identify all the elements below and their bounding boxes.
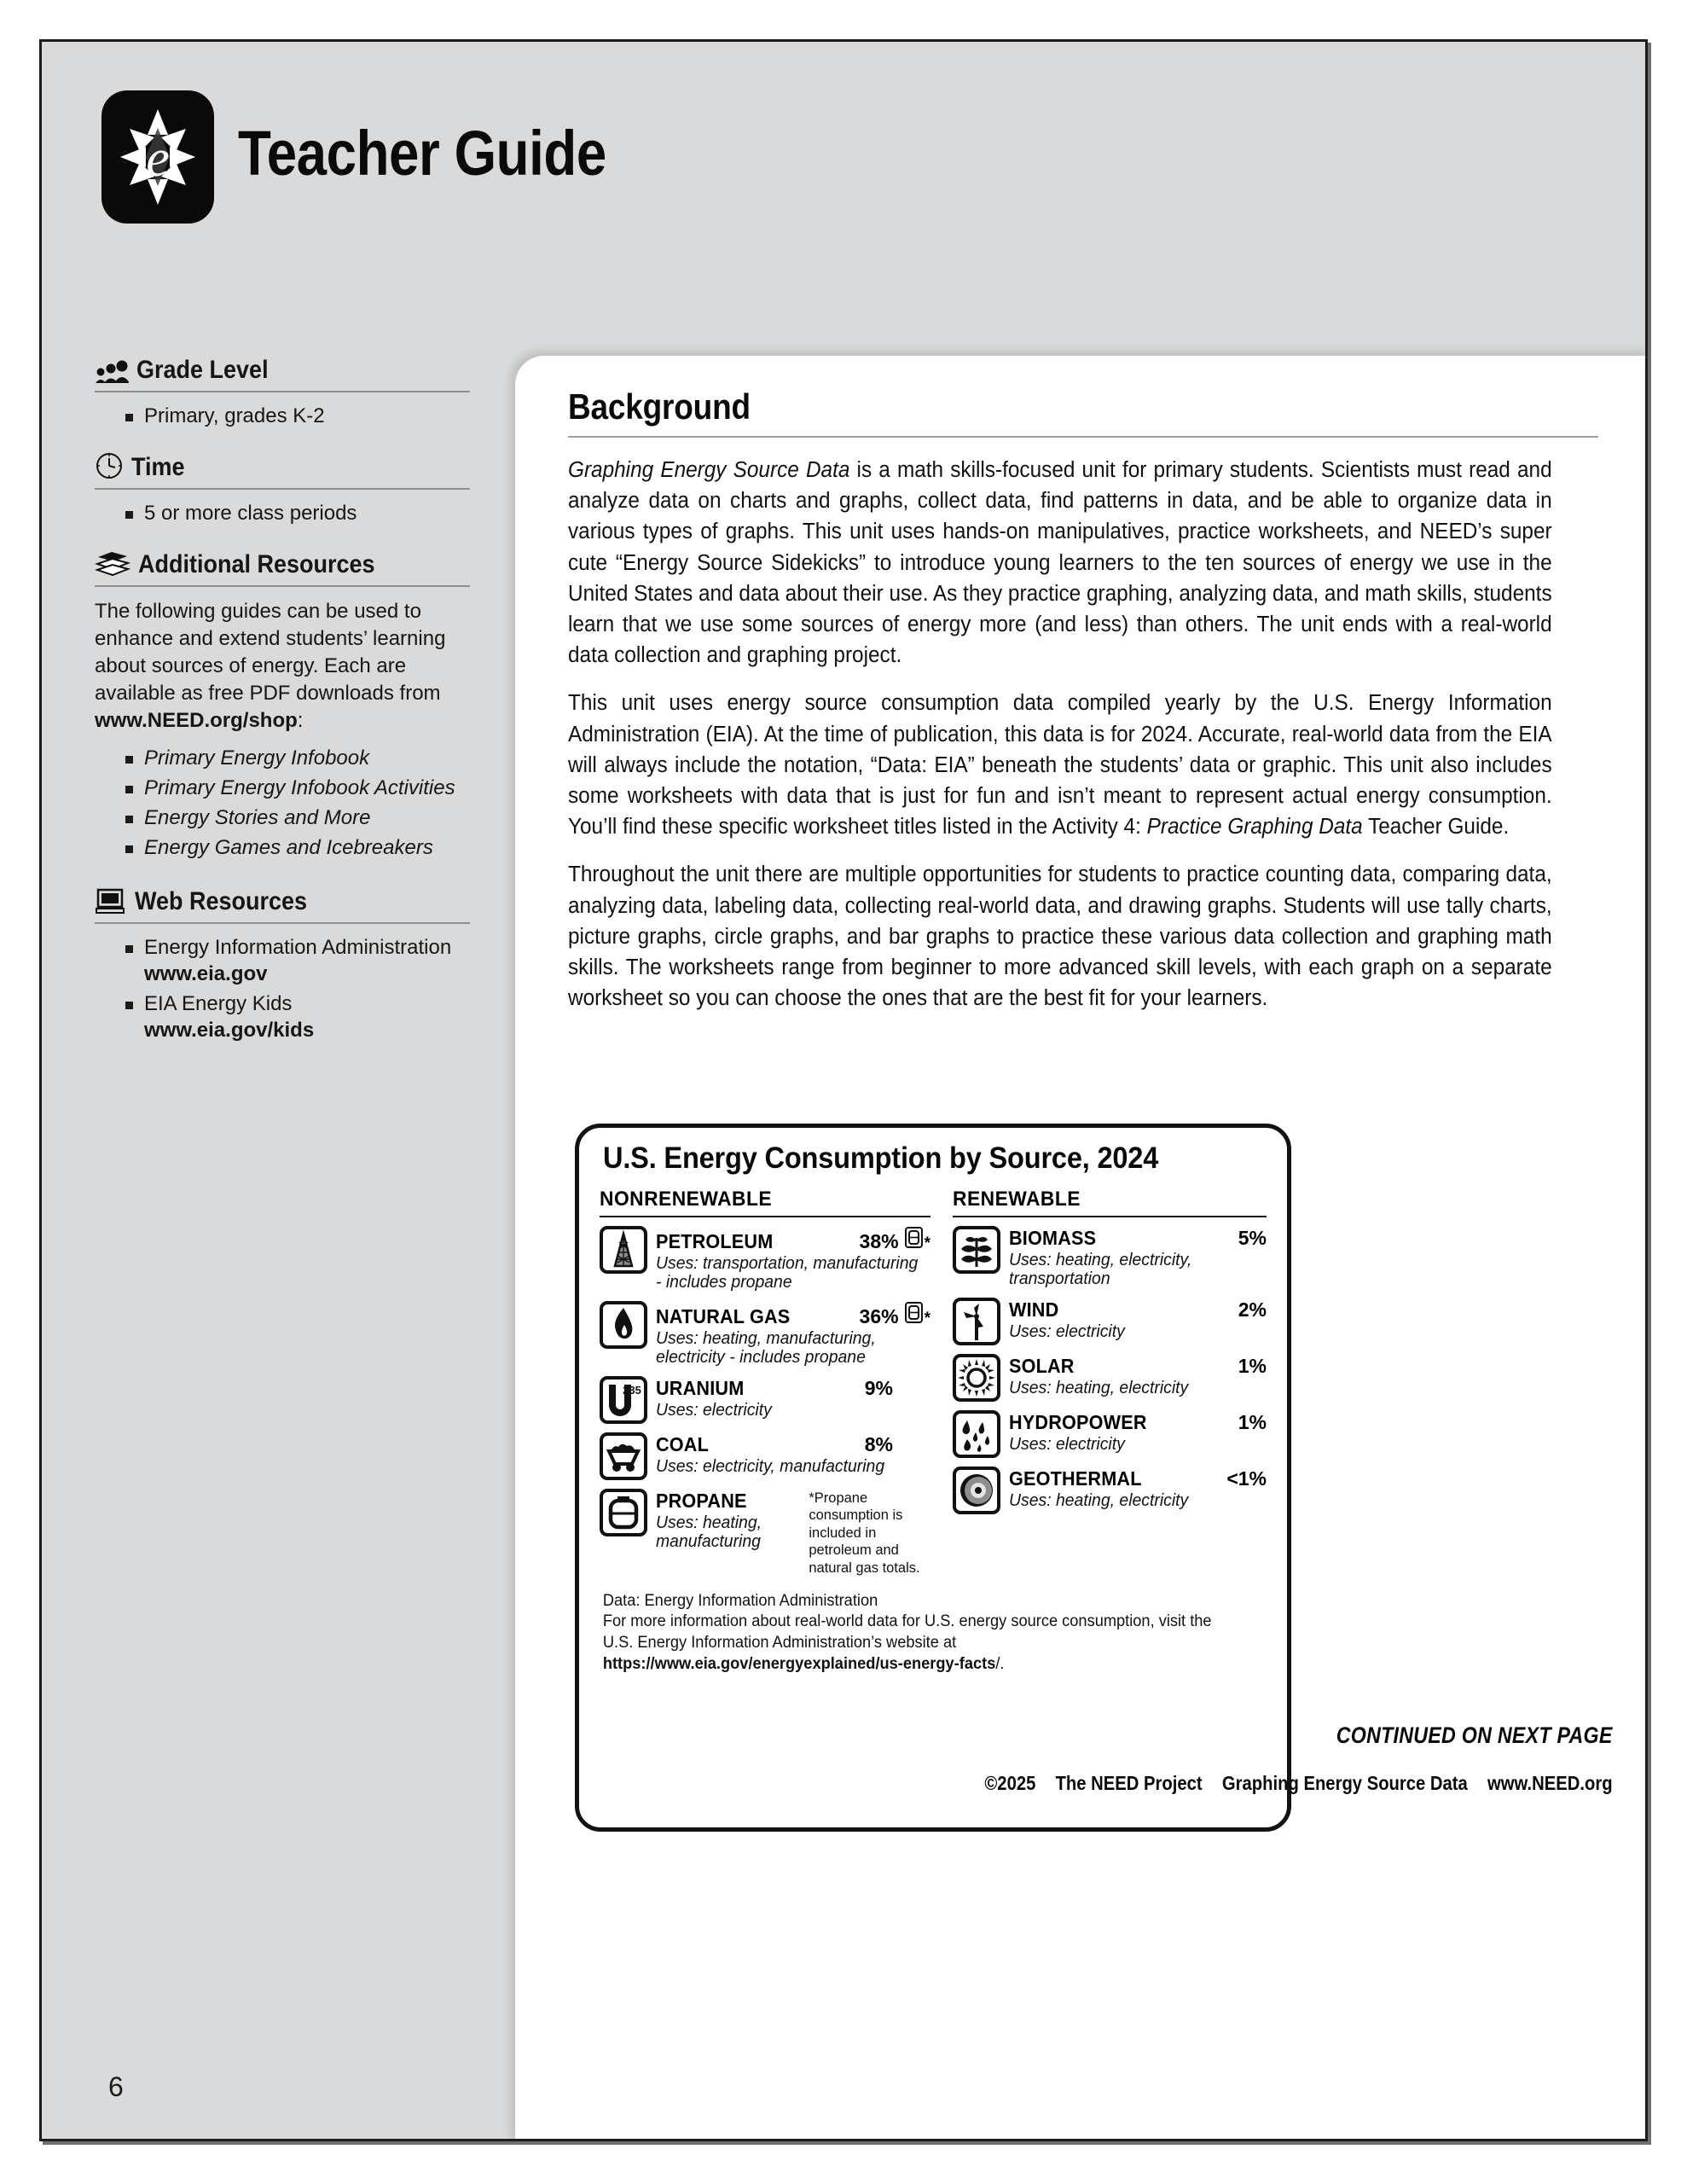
source-percent: 38%: [859, 1230, 899, 1252]
divider: [568, 436, 1598, 438]
divider: [95, 391, 470, 392]
source-name: HYDROPOWER: [1009, 1410, 1147, 1433]
resource-url[interactable]: www.eia.gov: [144, 961, 268, 985]
source-body: [656, 1432, 930, 1476]
list-item: Energy Stories and More: [125, 804, 470, 831]
source-uses: Uses: transportation, manufacturing - includes propane: [656, 1254, 919, 1292]
source-headline: [656, 1433, 930, 1456]
sidebar-section-time: [95, 451, 470, 480]
sidebar-heading: Grade Level: [136, 356, 269, 384]
resource-label: Energy Information Administration: [144, 935, 452, 959]
water-drops-icon: [953, 1410, 1000, 1458]
paragraph-tail: :: [297, 709, 304, 732]
source-percent: 5%: [1238, 1227, 1267, 1249]
clock-icon: [95, 451, 124, 480]
source-uses: Uses: heating, electricity: [1009, 1490, 1189, 1510]
copyright-year: ©2025: [984, 1772, 1036, 1794]
additional-resources-paragraph: [95, 598, 470, 735]
source-headline: [1009, 1411, 1267, 1434]
source-headline: [656, 1227, 930, 1253]
nonrenewable-column: [600, 1188, 930, 1577]
grade-level-list: [95, 403, 470, 429]
list-item: Primary Energy Infobook: [125, 745, 470, 771]
resource-label: EIA Energy Kids: [144, 992, 293, 1016]
source-percent: <1%: [1226, 1467, 1267, 1490]
divider: [95, 585, 470, 587]
source-uses: Uses: heating, electricity: [1009, 1378, 1189, 1397]
source-name: WIND: [1009, 1298, 1059, 1321]
column-header: RENEWABLE: [953, 1188, 1081, 1211]
source-body: [1009, 1298, 1267, 1341]
source-name: SOLAR: [1009, 1354, 1075, 1377]
propane-footnote: *Propane consumption is included in petroleum and natural gas totals.: [809, 1490, 920, 1577]
page-title: Teacher Guide: [238, 118, 606, 189]
source-uses: Uses: heating, manufacturing: [656, 1513, 762, 1551]
earth-core-icon: [953, 1467, 1000, 1514]
asterisk-marker: *: [924, 1234, 930, 1252]
need-shop-url[interactable]: www.NEED.org/shop: [95, 709, 298, 732]
eia-url[interactable]: https://www.eia.gov/energyexplained/us-energy-facts: [602, 1654, 996, 1673]
source-uses: Uses: electricity: [656, 1400, 772, 1420]
unit-name: Graphing Energy Source Data: [1222, 1772, 1469, 1794]
source-body: [1009, 1354, 1267, 1397]
uranium-u235-icon: [600, 1376, 647, 1424]
energy-card-source: [600, 1591, 1240, 1676]
energy-card-title: U.S. Energy Consumption by Source, 2024: [603, 1141, 1159, 1175]
page-number: 6: [108, 2071, 124, 2102]
energy-columns: [600, 1188, 1267, 1577]
paragraph-text: The following guides can be used to enhance and extend students’ learning about sources of energy. Each are available as free PDF downloads from: [95, 600, 446, 706]
energy-source-row: [953, 1467, 1267, 1514]
data-source-line: Data: Energy Information Administration: [602, 1591, 878, 1610]
source-note-text: For more information about real-world data for U.S. energy source consumption, visit the U.S. Energy Information Administration’s website at: [602, 1612, 1212, 1653]
source-note: [603, 1612, 1240, 1653]
energy-source-row: [953, 1226, 1267, 1289]
source-body: [656, 1226, 930, 1292]
source-headline: [1009, 1298, 1267, 1321]
additional-resources-list: [95, 745, 470, 862]
propane-badge-icon: [905, 1227, 923, 1248]
coal-cart-icon: [600, 1432, 647, 1480]
paragraph-text: is a math skills-focused unit for primary students. Scientists must read and analyze data on charts and graphs, collect data, find patterns in data, and be able to organize data in various types of graphs. This unit uses hands-on manipulatives, practice worksheets, and NEED’s super cute “Energy Source Sidekicks” to introduce young learners to the ten sources of energy we use in the United States and data about their use. As they practice graphing, analyzing data, and math skills, students learn that we use some sources of energy more (and less) than others. The unit ends with a real-world data collection and graphing project.: [568, 458, 1552, 668]
source-body: [1009, 1467, 1267, 1510]
source-body: [656, 1489, 930, 1577]
sidebar-heading: Time: [131, 453, 185, 482]
energy-source-row: [600, 1301, 930, 1368]
source-percent: 1%: [1238, 1410, 1267, 1433]
source-url-tail: /.: [995, 1654, 1005, 1673]
content-inner: [568, 386, 1598, 1014]
list-item: [125, 934, 470, 987]
source-headline: [656, 1490, 803, 1513]
page-header: [42, 42, 1645, 323]
background-paragraph-1: [568, 455, 1552, 671]
need-website[interactable]: www.NEED.org: [1487, 1772, 1613, 1794]
source-uses: Uses: electricity: [1009, 1434, 1125, 1454]
need-logo: [101, 90, 214, 224]
list-item: Primary Energy Infobook Activities: [125, 775, 470, 801]
propane-badge-icon: [905, 1302, 923, 1323]
time-list: [95, 500, 470, 526]
propane-tank-icon: [600, 1489, 647, 1536]
energy-source-row: [600, 1226, 930, 1292]
source-uses: Uses: heating, manufacturing, electricity - includes propane: [656, 1328, 876, 1368]
gas-flame-icon: [600, 1301, 647, 1349]
sidebar-section-web-resources: [95, 887, 470, 915]
web-resources-list: [95, 934, 470, 1044]
source-name: BIOMASS: [1009, 1227, 1097, 1249]
source-headline: [1009, 1467, 1267, 1490]
renewable-column: [953, 1188, 1267, 1577]
source-name: PETROLEUM: [656, 1230, 774, 1252]
source-body: [1009, 1226, 1267, 1289]
energy-source-row: [953, 1298, 1267, 1345]
source-percent: 8%: [864, 1432, 893, 1455]
divider: [95, 922, 470, 924]
organization-name: The NEED Project: [1055, 1772, 1203, 1794]
asterisk-marker: *: [924, 1309, 930, 1327]
energy-consumption-card: [575, 1124, 1291, 1832]
source-headline: [1009, 1227, 1267, 1250]
source-body: [1009, 1410, 1267, 1454]
sun-icon: [953, 1354, 1000, 1402]
energy-source-row: [953, 1410, 1267, 1458]
source-url-line: [603, 1654, 1240, 1676]
computer-icon: [95, 887, 127, 915]
source-percent: 36%: [859, 1304, 899, 1327]
energy-source-row: [600, 1376, 930, 1424]
divider: [95, 488, 470, 490]
resource-url[interactable]: www.eia.gov/kids: [144, 1019, 315, 1043]
source-left: [656, 1490, 803, 1577]
source-headline: [656, 1302, 930, 1328]
source-name: URANIUM: [656, 1376, 745, 1399]
list-item: 5 or more class periods: [125, 500, 470, 526]
source-percent: 9%: [864, 1376, 893, 1399]
svg-text:e: e: [146, 130, 170, 188]
paragraph-tail: Teacher Guide.: [1362, 815, 1510, 839]
books-icon: [95, 549, 130, 578]
section-title: Background: [568, 386, 751, 427]
source-headline: [1009, 1355, 1267, 1378]
sidebar-heading: Additional Resources: [138, 550, 375, 579]
source-name: PROPANE: [656, 1489, 747, 1512]
unit-name: Graphing Energy Source Data: [568, 458, 850, 482]
plant-icon: [953, 1226, 1000, 1274]
paragraph-text: This unit uses energy source consumption data compiled yearly by the U.S. Energy Information Administration (EIA). At the time of publication, this data is for 2024. Accurate, real-world data from the EIA will always include the notation, “Data: EIA” beneath the students’ data or graphic. This unit also includes some worksheets with data that is just for fun and isn’t meant to represent actual energy consumption. You’ll find these specific worksheet titles listed in the Activity 4:: [568, 691, 1552, 839]
source-uses: Uses: heating, electricity, transportation: [1009, 1251, 1192, 1289]
background-paragraph-3: Throughout the unit there are multiple opportunities for students to practice counting data, comparing data, analyzing data, labeling data, collecting real-world data, and drawing graphs. Students will use tally charts, picture graphs, circle graphs, and bar graphs to practice these various data collection and graphing math skills. The worksheets range from beginner to more advanced skill levels, with each graph on a separate worksheet so you can choose the ones that are the best fit for your learners.: [568, 863, 1552, 1011]
sun-burst-e-icon: [101, 90, 214, 224]
source-headline: [656, 1377, 930, 1400]
document-page: [39, 39, 1648, 2141]
background-paragraph-2: [568, 688, 1552, 842]
activity-name: Practice Graphing Data: [1146, 815, 1363, 839]
copyright-line: [985, 1772, 1613, 1795]
energy-source-row: [953, 1354, 1267, 1402]
sidebar: [95, 357, 470, 1047]
sidebar-heading: Web Resources: [135, 886, 308, 915]
source-body: [656, 1301, 930, 1368]
sidebar-section-grade-level: [95, 357, 470, 383]
list-item: Energy Games and Icebreakers: [125, 834, 470, 861]
sidebar-section-additional-resources: [95, 549, 470, 578]
continued-notice: CONTINUED ON NEXT PAGE: [1336, 1722, 1613, 1748]
divider: [600, 1216, 930, 1217]
people-icon: [95, 359, 129, 383]
list-item: [125, 990, 470, 1043]
source-uses: Uses: electricity, manufacturing: [656, 1456, 885, 1476]
source-name: NATURAL GAS: [656, 1304, 791, 1327]
wind-turbine-icon: [953, 1298, 1000, 1345]
source-name: GEOTHERMAL: [1009, 1467, 1142, 1490]
energy-source-row: [600, 1432, 930, 1480]
source-uses: Uses: electricity: [1009, 1321, 1125, 1341]
oil-derrick-icon: [600, 1226, 647, 1274]
source-name: COAL: [656, 1432, 710, 1455]
column-header: NONRENEWABLE: [600, 1188, 773, 1211]
list-item: Primary, grades K-2: [125, 403, 470, 429]
svg-text:235: 235: [623, 1383, 641, 1397]
source-body: [656, 1376, 930, 1420]
source-percent: 2%: [1238, 1298, 1267, 1321]
energy-source-row: [600, 1489, 930, 1577]
source-percent: 1%: [1238, 1354, 1267, 1377]
divider: [953, 1216, 1267, 1217]
